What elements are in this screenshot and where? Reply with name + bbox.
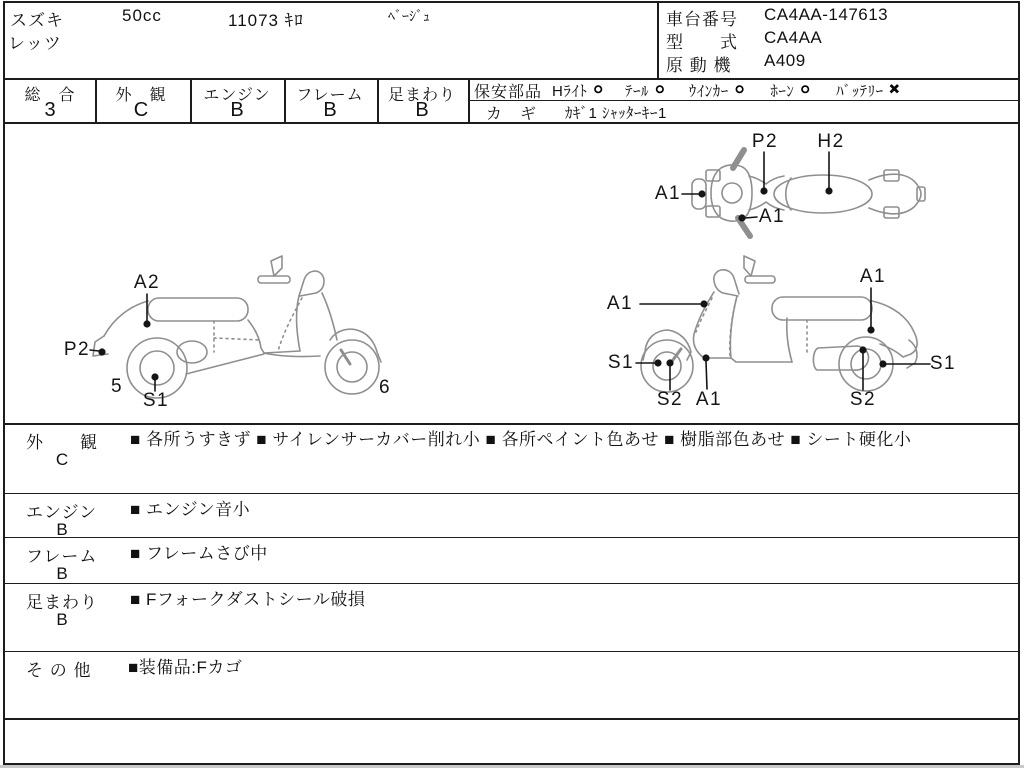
safety-mark-tail: ○	[655, 81, 665, 98]
body-color: ﾍﾞｰｼﾞｭ	[388, 8, 430, 24]
damage-code-label-a1-shield: A1	[606, 293, 634, 314]
comment-frame-label: フレーム	[26, 547, 98, 566]
damage-code-label-s1-left: S1	[142, 390, 170, 411]
safety-mark-winker: ○	[734, 81, 745, 98]
grade-divider-1	[95, 80, 97, 122]
damage-code-label-h2-top: H2	[817, 131, 845, 152]
comments-line-3	[3, 583, 1020, 584]
engine-code-value: A409	[764, 51, 806, 70]
safety-item-horn: ﾎｰﾝ	[770, 82, 795, 100]
comment-engine-label: エンジン	[26, 503, 98, 522]
grade-undercarriage-value: B	[415, 99, 429, 121]
grade-exterior-value: C	[133, 99, 149, 121]
grade-divider-4	[377, 80, 379, 122]
comments-line-1	[3, 493, 1020, 494]
damage-code-label-s2-front-right: S2	[656, 389, 684, 410]
grade-overall-value: 3	[44, 99, 56, 121]
comment-undercarriage-grade: B	[56, 610, 68, 629]
key-row	[486, 102, 1018, 122]
damage-code-label-a1-floor: A1	[695, 389, 723, 410]
mileage: 11073 ｷﾛ	[228, 11, 304, 30]
grade-divider-3	[284, 80, 286, 122]
maker-name: スズキ	[10, 11, 64, 30]
damage-code-label-p2-left: P2	[63, 339, 91, 360]
safety-parts-row	[474, 80, 1018, 100]
model-code-value: CA4AA	[764, 28, 823, 47]
damage-code-label-a2-left: A2	[133, 272, 161, 293]
model-code-label: 型 式	[666, 33, 738, 52]
grade-exterior-label: 外 観	[115, 87, 167, 104]
comments-line-4	[3, 651, 1020, 652]
engine-code-label: 原 動 機	[666, 56, 732, 75]
comment-undercarriage-label: 足まわり	[26, 593, 98, 612]
grade-engine-value: B	[230, 99, 244, 121]
grade-divider-2	[190, 80, 192, 122]
grade-frame-value: B	[323, 99, 337, 121]
comment-other-text: ■装備品:Fカゴ	[128, 658, 243, 677]
damage-code-label-s1-front-right: S1	[607, 352, 635, 373]
safety-mark-horn: ○	[800, 81, 811, 98]
comments-bottom-line	[3, 718, 1020, 720]
key-label: カ ギ	[486, 105, 538, 123]
comment-frame-grade: B	[56, 564, 68, 583]
displacement: 50cc	[122, 6, 162, 25]
comment-exterior-label: 外 観	[26, 433, 98, 452]
comments-line-2	[3, 537, 1020, 538]
grade-divider-5	[468, 80, 470, 122]
grade-overall-label: 総 合	[24, 87, 76, 104]
header-divider	[657, 3, 659, 78]
damage-code-label-s2-rear-right: S2	[849, 389, 877, 410]
comment-exterior-grade: C	[55, 450, 69, 469]
comment-engine-grade: B	[56, 520, 68, 539]
safety-item-tail: ﾃｰﾙ	[625, 82, 650, 100]
tire-code-5: 5	[110, 376, 124, 397]
comment-exterior-text: ■ 各所うすきず ■ サイレンサーカバー削れ小 ■ 各所ペイント色あせ ■ 樹脂部色あせ ■ シート硬化小	[130, 430, 912, 449]
comment-other-label: そ の 他	[26, 661, 92, 680]
grade-engine-label: エンジン	[203, 87, 271, 104]
model-name: レッツ	[8, 34, 62, 53]
comments-top-line	[3, 423, 1020, 425]
border-top	[3, 1, 1020, 3]
chassis-number-value: CA4AA-147613	[764, 5, 889, 24]
safety-parts-title: 保安部品	[474, 83, 543, 101]
damage-code-label-s1-rear-right: S1	[929, 353, 957, 374]
safety-mark-headlight: ○	[593, 81, 604, 98]
tire-code-6: 6	[378, 377, 392, 398]
grade-frame-label: フレーム	[296, 87, 364, 104]
key-value: ｶｷﾞ1 ｼｬｯﾀｰｷｰ1	[565, 104, 667, 122]
safety-item-winker: ｳｲﾝｶｰ	[688, 82, 729, 100]
comment-undercarriage-text: ■ Fフォークダストシール破損	[130, 590, 366, 609]
damage-code-label-a1-handlebar: A1	[758, 206, 786, 227]
damage-code-label-a1-rear: A1	[859, 266, 887, 287]
chassis-number-label: 車台番号	[666, 10, 738, 29]
safety-item-battery: ﾊﾞｯﾃﾘｰ	[836, 82, 884, 100]
safety-item-headlight: Hﾗｲﾄ	[552, 82, 588, 100]
damage-code-label-p2-top: P2	[751, 131, 779, 152]
comment-engine-text: ■ エンジン音小	[130, 500, 251, 519]
grade-undercarriage-label: 足まわり	[387, 87, 457, 104]
safety-mark-battery: ×	[889, 81, 899, 98]
damage-code-label-a1-front: A1	[654, 183, 682, 204]
comment-frame-text: ■ フレームさび中	[130, 544, 268, 563]
